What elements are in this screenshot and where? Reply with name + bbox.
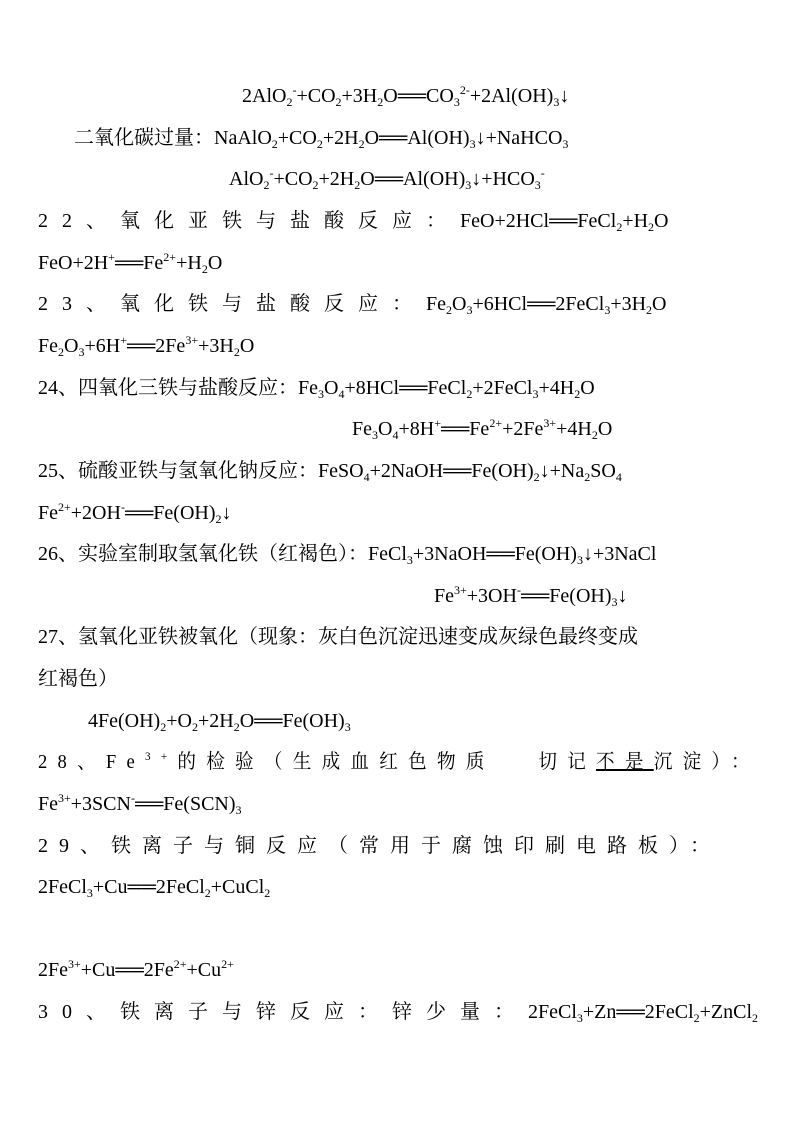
equation-line: $2Fe^{3+}+Cu══2Fe^{2+}+Cu^{2+}$ <box>38 957 234 981</box>
equation-line: 红褐色） <box>38 668 118 690</box>
equation-line: 24、四氧化三铁与盐酸反应：$Fe_3O_4+8HCl══FeCl_2+2FeCl_3+4H_2O$ <box>38 377 595 401</box>
equation-line: 29、铁离子与铜反应（常用于腐蚀印刷电路板）： <box>38 835 721 857</box>
equation-line: $Fe^{3+}+3OH^-══Fe(OH)_3↓$ <box>434 583 628 609</box>
equation-line: 28、$Fe^{3+}$的检验（生成血红色物质 切记不是沉淀）： <box>38 749 760 773</box>
equation-line: $Fe_2O_3+6H^+══2Fe^{3+}+3H_2O$ <box>38 333 255 359</box>
equation-line: $Fe^{2+}+2OH^-══Fe(OH)_2↓$ <box>38 500 232 526</box>
equation-line: $AlO_2^-+CO_2+2H_2O══Al(OH)_3↓+HCO_3^-$ <box>229 166 545 192</box>
equation-line: 25、硫酸亚铁与氢氧化钠反应：$FeSO_4+2NaOH══Fe(OH)_2↓+Na_2SO_4$ <box>38 460 622 484</box>
equation-line: $FeO+2H^+══Fe^{2+}+H_2O$ <box>38 250 223 276</box>
equation-line: 二氧化碳过量：$NaAlO_2+CO_2+2H_2O══Al(OH)_3↓+NaHCO_3$ <box>74 127 569 151</box>
equation-line: $4Fe(OH)_2+O_2+2H_2O══Fe(OH)_3$ <box>88 710 351 734</box>
equation-line: $Fe^{3+}+3SCN^-══Fe(SCN)_3$ <box>38 791 242 817</box>
equation-line: 23、氧化铁与盐酸反应：$Fe_2O_3+6HCl══2FeCl_3+3H_2O$ <box>38 293 667 317</box>
equation-line: 2FeCl$_3$+Cu══2FeCl$_2$+CuCl$_2$ <box>38 876 271 900</box>
equation-line: $2AlO_2^-+CO_2+3H_2O══CO_3^{2-}+2Al(OH)_3↓$ <box>242 83 570 109</box>
equation-line: 26、实验室制取氢氧化铁（红褐色）：$FeCl_3+3NaOH══Fe(OH)_3↓+3NaCl$ <box>38 543 657 567</box>
equation-line: 30、铁离子与锌反应：锌少量：2FeCl$_3$+Zn══2FeCl$_2$+ZnCl$_2$ <box>38 1001 759 1025</box>
equation-line: 22、氧化亚铁与盐酸反应：$FeO+2HCl══FeCl_2+H_2O$ <box>38 210 669 234</box>
equation-line: 27、氢氧化亚铁被氧化（现象：灰白色沉淀迅速变成灰绿色最终变成 <box>38 626 638 648</box>
equation-line: $Fe_3O_4+8H^+══Fe^{2+}+2Fe^{3+}+4H_2O$ <box>352 416 613 442</box>
